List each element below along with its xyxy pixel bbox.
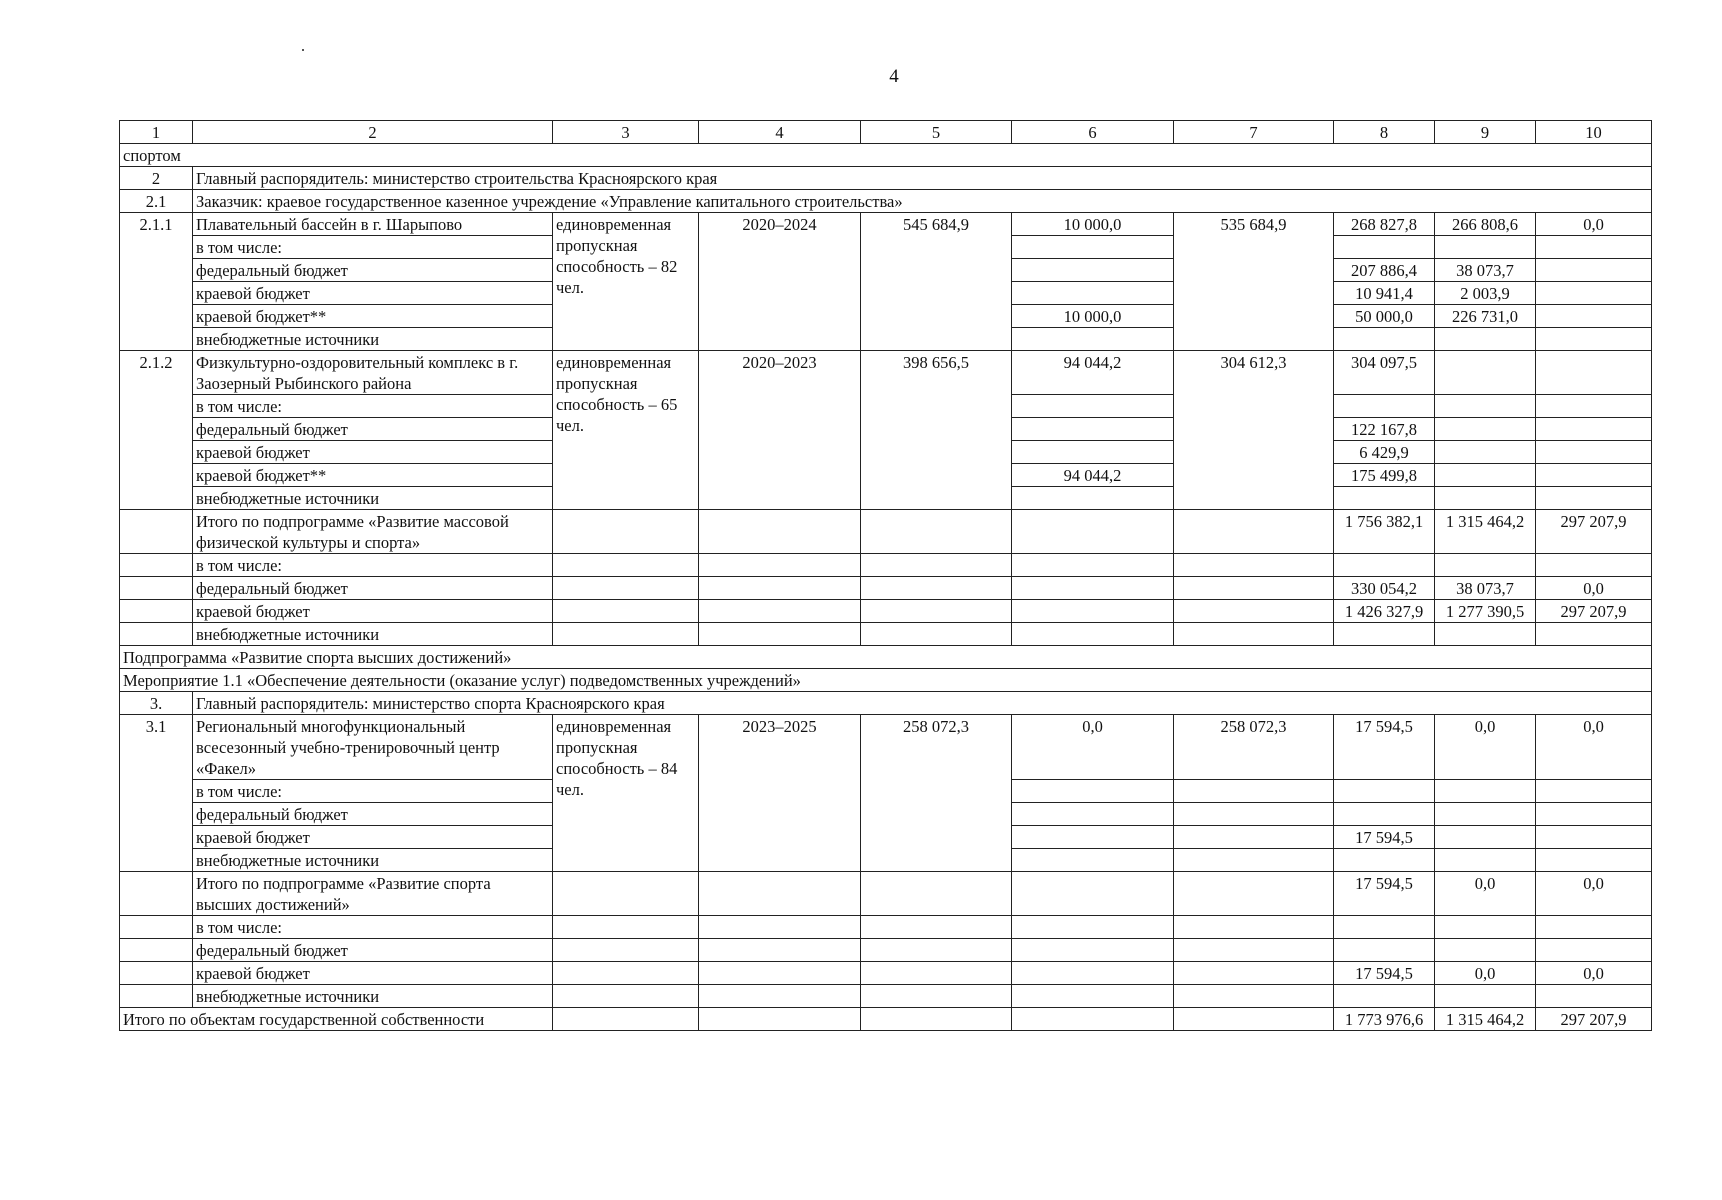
cell-col8: 50 000,0 <box>1334 305 1435 328</box>
cell-col3 <box>553 510 699 554</box>
cell-col8: 17 594,5 <box>1334 826 1435 849</box>
table-row <box>120 692 1652 715</box>
cell-col10 <box>1536 803 1652 826</box>
table-row <box>120 916 1652 939</box>
cell-col8: 330 054,2 <box>1334 577 1435 600</box>
col-header-8: 8 <box>1334 121 1435 144</box>
cell-col9 <box>1435 826 1536 849</box>
cell-col1 <box>120 916 193 939</box>
cell-col7: 258 072,3 <box>1174 715 1334 780</box>
cell-col6 <box>1012 554 1174 577</box>
page-number: 4 <box>889 66 899 87</box>
cell-col10 <box>1536 441 1652 464</box>
cell-col5 <box>861 872 1012 916</box>
cell-col9 <box>1435 939 1536 962</box>
row-label: федеральный бюджет <box>193 939 553 962</box>
budget-table <box>119 120 1652 1031</box>
cell-col8 <box>1334 985 1435 1008</box>
cell-col10 <box>1536 554 1652 577</box>
table-row <box>120 190 1652 213</box>
cell-col10: 0,0 <box>1536 213 1652 236</box>
cell-col6 <box>1012 441 1174 464</box>
row-label: федеральный бюджет <box>193 418 553 441</box>
cell-col7 <box>1174 939 1334 962</box>
cell-col1 <box>120 872 193 916</box>
cell-col4 <box>699 985 861 1008</box>
table-row <box>120 962 1652 985</box>
cell-col3 <box>553 872 699 916</box>
cell-col6 <box>1012 916 1174 939</box>
row-label: внебюджетные источники <box>193 487 553 510</box>
cell-col9 <box>1435 623 1536 646</box>
cell-col9 <box>1435 351 1536 395</box>
cell-col8 <box>1334 849 1435 872</box>
row-label: внебюджетные источники <box>193 849 553 872</box>
manager-title: Главный распорядитель: министерство спорта Красноярского края <box>193 692 1652 715</box>
cell-col6 <box>1012 623 1174 646</box>
cell-col9 <box>1435 487 1536 510</box>
estimated-cost: 398 656,5 <box>861 351 1012 510</box>
cell-col10 <box>1536 623 1652 646</box>
row-number: 3.1 <box>120 715 193 872</box>
cell-col5 <box>861 916 1012 939</box>
cell-col9 <box>1435 236 1536 259</box>
row-label: краевой бюджет** <box>193 305 553 328</box>
cell-col1 <box>120 985 193 1008</box>
row-number: 3. <box>120 692 193 715</box>
cell-col7 <box>1174 849 1334 872</box>
cell-col8: 175 499,8 <box>1334 464 1435 487</box>
row-label: федеральный бюджет <box>193 577 553 600</box>
cell-col9 <box>1435 780 1536 803</box>
cell-col4 <box>699 939 861 962</box>
cell-col6 <box>1012 577 1174 600</box>
cell-col6: 94 044,2 <box>1012 464 1174 487</box>
cell-col1 <box>120 554 193 577</box>
row-label: краевой бюджет <box>193 282 553 305</box>
cell-col6 <box>1012 510 1174 554</box>
cell-col7 <box>1174 985 1334 1008</box>
table-row <box>120 623 1652 646</box>
cell-col9: 0,0 <box>1435 715 1536 780</box>
cell-col7 <box>1174 554 1334 577</box>
cell-col10 <box>1536 939 1652 962</box>
estimated-cost: 545 684,9 <box>861 213 1012 351</box>
cell-col7 <box>1174 916 1334 939</box>
col-header-2: 2 <box>193 121 553 144</box>
cell-col3 <box>553 623 699 646</box>
cell-col9: 1 277 390,5 <box>1435 600 1536 623</box>
cell-col9 <box>1435 554 1536 577</box>
cell-col7 <box>1174 623 1334 646</box>
table-row <box>120 554 1652 577</box>
table-row <box>120 715 1652 780</box>
cell-col7 <box>1174 600 1334 623</box>
measure-title: Мероприятие 1.1 «Обеспечение деятельности (оказание услуг) подведомственных учреждений» <box>120 669 1652 692</box>
cell-col7 <box>1174 872 1334 916</box>
cell-col3 <box>553 939 699 962</box>
cell-col8 <box>1334 939 1435 962</box>
cell-col7 <box>1174 780 1334 803</box>
column-number-row <box>120 121 1652 144</box>
table-row <box>120 939 1652 962</box>
row-label: в том числе: <box>193 916 553 939</box>
cell-col9 <box>1435 803 1536 826</box>
cell-col10 <box>1536 985 1652 1008</box>
cell-col3 <box>553 962 699 985</box>
cell-col7 <box>1174 1008 1334 1031</box>
cell-col6 <box>1012 872 1174 916</box>
cell-col10: 0,0 <box>1536 715 1652 780</box>
cell-col6 <box>1012 259 1174 282</box>
col-header-6: 6 <box>1012 121 1174 144</box>
cell-col10: 297 207,9 <box>1536 600 1652 623</box>
cell-col6 <box>1012 395 1174 418</box>
estimated-cost: 258 072,3 <box>861 715 1012 872</box>
row-label: в том числе: <box>193 395 553 418</box>
cell-col10: 297 207,9 <box>1536 510 1652 554</box>
cell-col7 <box>1174 803 1334 826</box>
row-number: 2.1.2 <box>120 351 193 510</box>
cell-col10: 297 207,9 <box>1536 1008 1652 1031</box>
cell-col8: 17 594,5 <box>1334 872 1435 916</box>
table-row <box>120 872 1652 916</box>
cell-col10 <box>1536 351 1652 395</box>
cell-col8: 6 429,9 <box>1334 441 1435 464</box>
row-label: краевой бюджет** <box>193 464 553 487</box>
cell-col10: 0,0 <box>1536 962 1652 985</box>
cell-col1 <box>120 962 193 985</box>
cell-col8: 122 167,8 <box>1334 418 1435 441</box>
cell-col4 <box>699 1008 861 1031</box>
cell-col8: 1 756 382,1 <box>1334 510 1435 554</box>
table-row <box>120 144 1652 167</box>
table-row <box>120 213 1652 236</box>
row-label: в том числе: <box>193 780 553 803</box>
subprogram-title: Подпрограмма «Развитие спорта высших достижений» <box>120 646 1652 669</box>
cell-col8: 268 827,8 <box>1334 213 1435 236</box>
cell-col5 <box>861 939 1012 962</box>
cell-col9: 226 731,0 <box>1435 305 1536 328</box>
row-label: федеральный бюджет <box>193 803 553 826</box>
col-header-7: 7 <box>1174 121 1334 144</box>
cell-col9: 0,0 <box>1435 962 1536 985</box>
object-name: Физкультурно-оздоровительный комплекс в г. Заозерный Рыбинского района <box>193 351 553 395</box>
cell-col6 <box>1012 418 1174 441</box>
col-header-4: 4 <box>699 121 861 144</box>
row-label: федеральный бюджет <box>193 259 553 282</box>
manager-title: Главный распорядитель: министерство строительства Красноярского края <box>193 167 1652 190</box>
cell-col9: 38 073,7 <box>1435 259 1536 282</box>
cell-col9: 38 073,7 <box>1435 577 1536 600</box>
cell-col6: 10 000,0 <box>1012 213 1174 236</box>
cell-col7 <box>1174 826 1334 849</box>
cell-col10 <box>1536 780 1652 803</box>
cell-col10 <box>1536 418 1652 441</box>
remaining-cost: 304 612,3 <box>1174 351 1334 510</box>
row-number: 2.1 <box>120 190 193 213</box>
cell-col9: 1 315 464,2 <box>1435 510 1536 554</box>
table-row <box>120 351 1652 395</box>
cell-col1 <box>120 939 193 962</box>
cell-col6 <box>1012 985 1174 1008</box>
table-row <box>120 1008 1652 1031</box>
table-row <box>120 577 1652 600</box>
cell-col9 <box>1435 464 1536 487</box>
cell-col9 <box>1435 328 1536 351</box>
object-name: Региональный многофункциональный всесезонный учебно-тренировочный центр «Факел» <box>193 715 553 780</box>
cell-col8: 1 426 327,9 <box>1334 600 1435 623</box>
row-label: краевой бюджет <box>193 826 553 849</box>
section-tail-text: спортом <box>120 144 1652 167</box>
object-capacity: единовременная пропускная способность – 65 чел. <box>553 351 699 510</box>
remaining-cost: 535 684,9 <box>1174 213 1334 351</box>
cell-col6 <box>1012 826 1174 849</box>
cell-col4 <box>699 872 861 916</box>
grand-total-title: Итого по объектам государственной собственности <box>120 1008 553 1031</box>
cell-col8: 207 886,4 <box>1334 259 1435 282</box>
object-capacity: единовременная пропускная способность – 84 чел. <box>553 715 699 872</box>
subtotal-title: Итого по подпрограмме «Развитие спорта высших достижений» <box>193 872 553 916</box>
cell-col6: 94 044,2 <box>1012 351 1174 395</box>
cell-col9 <box>1435 849 1536 872</box>
table-row <box>120 669 1652 692</box>
row-label: краевой бюджет <box>193 962 553 985</box>
cell-col10 <box>1536 236 1652 259</box>
cell-col5 <box>861 577 1012 600</box>
cell-col10 <box>1536 305 1652 328</box>
cell-col8 <box>1334 554 1435 577</box>
cell-col8 <box>1334 328 1435 351</box>
row-number: 2.1.1 <box>120 213 193 351</box>
cell-col10: 0,0 <box>1536 577 1652 600</box>
cell-col8: 17 594,5 <box>1334 962 1435 985</box>
cell-col6 <box>1012 282 1174 305</box>
cell-col5 <box>861 623 1012 646</box>
cell-col10 <box>1536 487 1652 510</box>
cell-col9 <box>1435 916 1536 939</box>
cell-col8 <box>1334 916 1435 939</box>
subtotal-title: Итого по подпрограмме «Развитие массовой физической культуры и спорта» <box>193 510 553 554</box>
cell-col9: 0,0 <box>1435 872 1536 916</box>
col-header-10: 10 <box>1536 121 1652 144</box>
customer-title: Заказчик: краевое государственное казенное учреждение «Управление капитального строительства» <box>193 190 1652 213</box>
table-row <box>120 600 1652 623</box>
cell-col4 <box>699 510 861 554</box>
row-label: краевой бюджет <box>193 441 553 464</box>
cell-col3 <box>553 600 699 623</box>
table-row <box>120 985 1652 1008</box>
cell-col4 <box>699 962 861 985</box>
cell-col8 <box>1334 236 1435 259</box>
cell-col8 <box>1334 395 1435 418</box>
cell-col6 <box>1012 328 1174 351</box>
row-label: внебюджетные источники <box>193 328 553 351</box>
cell-col6 <box>1012 236 1174 259</box>
cell-col8: 10 941,4 <box>1334 282 1435 305</box>
object-years: 2020–2023 <box>699 351 861 510</box>
cell-col3 <box>553 554 699 577</box>
cell-col3 <box>553 577 699 600</box>
cell-col9 <box>1435 418 1536 441</box>
cell-col10: 0,0 <box>1536 872 1652 916</box>
cell-col8 <box>1334 487 1435 510</box>
cell-col9: 2 003,9 <box>1435 282 1536 305</box>
cell-col10 <box>1536 849 1652 872</box>
row-label: в том числе: <box>193 554 553 577</box>
col-header-3: 3 <box>553 121 699 144</box>
cell-col8: 304 097,5 <box>1334 351 1435 395</box>
cell-col5 <box>861 510 1012 554</box>
object-capacity: единовременная пропускная способность – 82 чел. <box>553 213 699 351</box>
cell-col10 <box>1536 282 1652 305</box>
cell-col6: 0,0 <box>1012 715 1174 780</box>
cell-col5 <box>861 600 1012 623</box>
cell-col6 <box>1012 939 1174 962</box>
cell-col8 <box>1334 780 1435 803</box>
row-label: краевой бюджет <box>193 600 553 623</box>
cell-col7 <box>1174 962 1334 985</box>
cell-col6 <box>1012 780 1174 803</box>
cell-col10 <box>1536 916 1652 939</box>
cell-col8 <box>1334 803 1435 826</box>
row-label: внебюджетные источники <box>193 623 553 646</box>
cell-col7 <box>1174 510 1334 554</box>
cell-col8 <box>1334 623 1435 646</box>
cell-col9 <box>1435 985 1536 1008</box>
cell-col6 <box>1012 803 1174 826</box>
cell-col6 <box>1012 849 1174 872</box>
cell-col1 <box>120 510 193 554</box>
cell-col5 <box>861 985 1012 1008</box>
cell-col3 <box>553 1008 699 1031</box>
object-name: Плавательный бассейн в г. Шарыпово <box>193 213 553 236</box>
cell-col6 <box>1012 600 1174 623</box>
cell-col10 <box>1536 395 1652 418</box>
cell-col10 <box>1536 464 1652 487</box>
cell-col1 <box>120 600 193 623</box>
cell-col7 <box>1174 577 1334 600</box>
cell-col3 <box>553 985 699 1008</box>
cell-col8: 1 773 976,6 <box>1334 1008 1435 1031</box>
cell-col5 <box>861 962 1012 985</box>
cell-col4 <box>699 554 861 577</box>
table-row <box>120 167 1652 190</box>
col-header-1: 1 <box>120 121 193 144</box>
row-number: 2 <box>120 167 193 190</box>
cell-col1 <box>120 577 193 600</box>
cell-col6: 10 000,0 <box>1012 305 1174 328</box>
cell-col6 <box>1012 487 1174 510</box>
cell-col4 <box>699 916 861 939</box>
cell-col4 <box>699 577 861 600</box>
cell-col6 <box>1012 962 1174 985</box>
cell-col10 <box>1536 259 1652 282</box>
cell-col5 <box>861 554 1012 577</box>
cell-col9: 266 808,6 <box>1435 213 1536 236</box>
table-row <box>120 646 1652 669</box>
cell-col10 <box>1536 328 1652 351</box>
cell-col9: 1 315 464,2 <box>1435 1008 1536 1031</box>
col-header-9: 9 <box>1435 121 1536 144</box>
col-header-5: 5 <box>861 121 1012 144</box>
cell-col6 <box>1012 1008 1174 1031</box>
object-years: 2020–2024 <box>699 213 861 351</box>
cell-col4 <box>699 623 861 646</box>
scan-speck <box>302 49 304 51</box>
table-row <box>120 510 1652 554</box>
cell-col10 <box>1536 826 1652 849</box>
cell-col9 <box>1435 395 1536 418</box>
cell-col1 <box>120 623 193 646</box>
cell-col9 <box>1435 441 1536 464</box>
cell-col4 <box>699 600 861 623</box>
row-label: внебюджетные источники <box>193 985 553 1008</box>
object-years: 2023–2025 <box>699 715 861 872</box>
cell-col8: 17 594,5 <box>1334 715 1435 780</box>
cell-col5 <box>861 1008 1012 1031</box>
row-label: в том числе: <box>193 236 553 259</box>
cell-col3 <box>553 916 699 939</box>
